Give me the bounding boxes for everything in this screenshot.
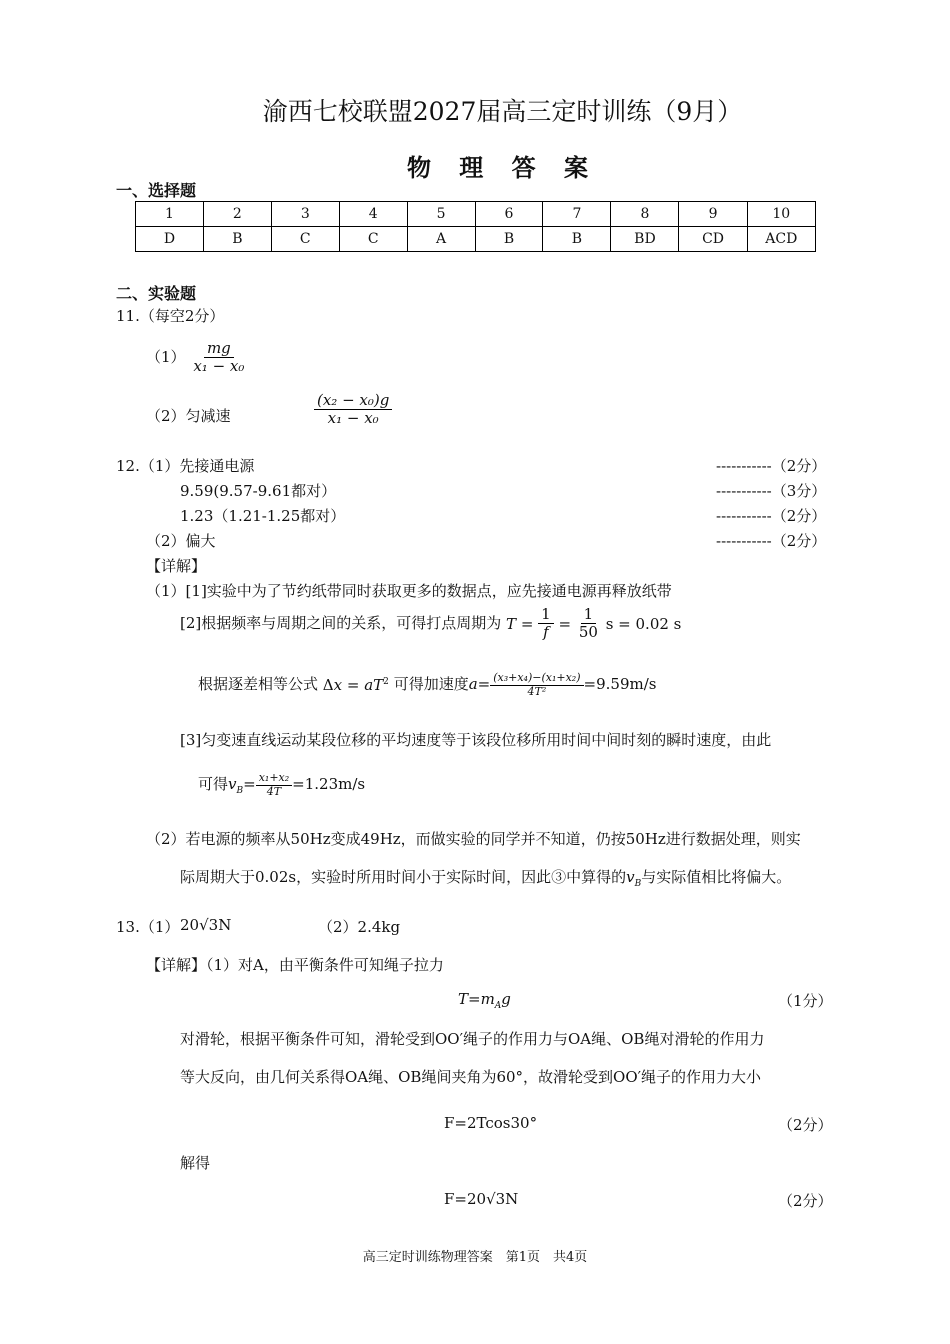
score-label: -----------（2分） [716,532,827,550]
table-cell: 6 [475,202,543,227]
table-cell: 8 [611,202,679,227]
q13-paragraph-3: 解得 [180,1154,211,1172]
answer-table [135,201,816,252]
table-row-answers [136,227,816,252]
q12-line1: 12.（1）先接通电源 [116,457,255,475]
q12-detail-2: [2]根据频率与周期之间的关系，可得打点周期为 T = $\frac{1}{f}$ = $\frac{1}{50}$ s = 0.02 s [180,605,682,642]
table-cell: 3 [271,202,339,227]
score-label: -----------（2分） [716,457,827,475]
q13-equation-1: $T=m_Ag$ [458,990,511,1011]
q13-label: 13.（1） [116,918,180,936]
q13-paragraph-2: 等大反向，由几何关系得OA绳、OB绳间夹角为60°，故滑轮受到OO′绳子的作用力大小 [180,1068,762,1086]
score-label: （2分） [778,1116,833,1134]
table-cell: D [136,227,204,252]
fraction-numerator: mg [204,340,234,358]
table-cell: B [203,227,271,252]
table-cell: 2 [203,202,271,227]
q12-detail-7: 际周期大于0.02s，实验时所用时间小于实际时间，因此③中算得的$v_B$与实际值相比将偏大。 [180,868,792,889]
table-cell: A [407,227,475,252]
table-cell: 5 [407,202,475,227]
q11-part2-label: （2）匀减速 [146,407,231,425]
table-cell: ACD [747,227,815,252]
score-label: -----------（3分） [716,482,827,500]
q11-part2-fraction [314,392,392,428]
q13-detail: 【详解】（1）对A，由平衡条件可知绳子拉力 [146,956,444,974]
table-cell: C [271,227,339,252]
fraction-denominator: x₁ − x₀ [193,357,245,376]
table-cell: CD [679,227,747,252]
q11-label: 11.（每空2分） [116,307,225,325]
q11-part1 [146,340,247,376]
table-row-numbers [136,202,816,227]
section-heading-experiment: 二、实验题 [116,284,197,303]
document-title: 渝西七校联盟2027届高三定时训练（9月） [262,97,743,126]
score-label: -----------（2分） [716,507,827,525]
table-cell: B [543,227,611,252]
document-subtitle: 物 理 答 案 [406,153,599,182]
table-cell: BD [611,227,679,252]
q11-part1-label: （1） [146,347,186,366]
table-cell: 1 [136,202,204,227]
section-heading-choice: 一、选择题 [116,181,197,200]
q12-detail-5: 可得$v_B=$ $\frac{\text{x₁+x₂}}{4T}$ =1.23m/s [198,771,366,798]
table-cell: 7 [543,202,611,227]
q12-line2: 9.59(9.57-9.61都对） [180,482,337,500]
q11-part1-fraction [190,340,247,376]
q13-paragraph-1: 对滑轮，根据平衡条件可知，滑轮受到OO′绳子的作用力与OA绳、OB绳对滑轮的作用力 [180,1030,765,1048]
table-cell: B [475,227,543,252]
table-cell: 9 [679,202,747,227]
fraction-denominator: x₁ − x₀ [327,409,379,428]
q13-equation-2: F=2Tcos30° [444,1114,538,1132]
q12-detail-1: （1）[1]实验中为了节约纸带同时获取更多的数据点，应先接通电源再释放纸带 [146,582,672,600]
detail-tag: 【详解】 [146,557,207,575]
q12-detail-3: 根据逐差相等公式 $\Delta x = aT^2$ 可得加速度a= $\frac{\text{(x₃+x₄)−(x₁+x₂)}}{\text{4T²}}$ =9.59m/s [198,671,657,698]
q13-answer-1: 20√3N [180,916,232,934]
q12-line4: （2）偏大 [146,532,216,550]
page-footer: 高三定时训练物理答案 第1页 共4页 [362,1250,588,1265]
q13-equation-3: F=20√3N [444,1190,519,1208]
q12-detail-4: [3]匀变速直线运动某段位移的平均速度等于该段位移所用时间中间时刻的瞬时速度，由此 [180,731,772,749]
fraction-numerator: (x₂ − x₀)g [314,392,392,410]
table-cell: 4 [339,202,407,227]
table-cell: C [339,227,407,252]
score-label: （1分） [778,992,833,1010]
q12-detail-6: （2）若电源的频率从50Hz变成49Hz，而做实验的同学并不知道，仍按50Hz进行数据处理，则实 [146,830,801,848]
q13-answer-2: （2）2.4kg [318,918,401,936]
table-cell: 10 [747,202,815,227]
q12-line3: 1.23（1.21-1.25都对） [180,507,346,525]
score-label: （2分） [778,1192,833,1210]
